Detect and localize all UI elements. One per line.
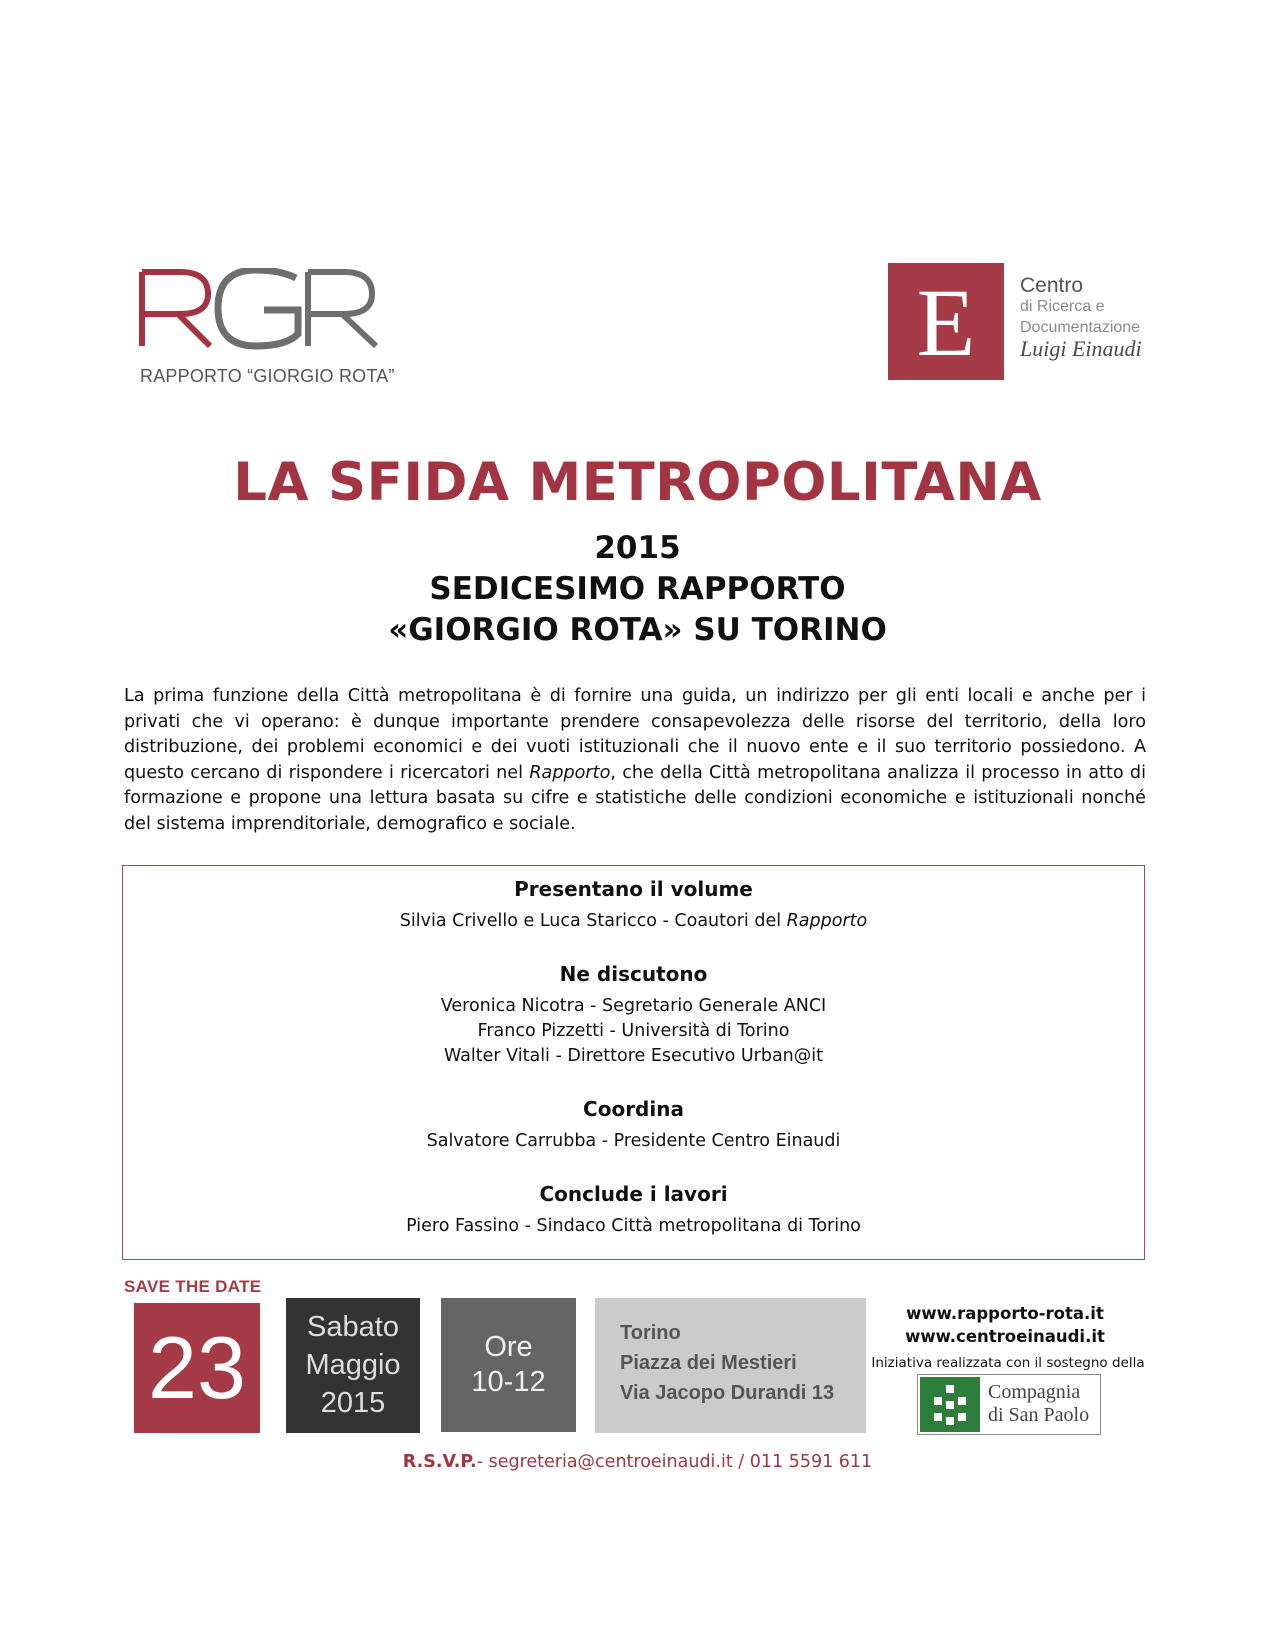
svg-text:E: E bbox=[916, 269, 976, 376]
einaudi-emblem bbox=[888, 263, 1004, 380]
time-line: 10-12 bbox=[471, 1366, 546, 1398]
san-paolo-emblem-icon bbox=[920, 1377, 980, 1432]
discuss-line: Franco Pizzetti - Università di Torino bbox=[477, 1021, 790, 1041]
sponsor-name bbox=[988, 1381, 1089, 1427]
subtitle-report: SEDICESIMO RAPPORTO bbox=[429, 571, 846, 607]
close-line: Piero Fassino - Sindaco Città metropolitana di Torino bbox=[406, 1216, 861, 1236]
intro-paragraph bbox=[124, 684, 1146, 837]
present-text: Silvia Crivello e Luca Staricco - Coautori del bbox=[399, 911, 787, 931]
rsvp-label: R.S.V.P. bbox=[402, 1452, 477, 1472]
rgr-caption: RAPPORTO “GIORGIO ROTA” bbox=[140, 366, 395, 386]
present-heading: Presentano il volume bbox=[514, 877, 753, 901]
einaudi-line: Luigi Einaudi bbox=[1020, 336, 1142, 361]
time-tile bbox=[441, 1298, 576, 1432]
discuss-line: Walter Vitali - Direttore Esecutivo Urban@it bbox=[444, 1046, 823, 1066]
coord-heading: Coordina bbox=[583, 1097, 684, 1121]
present-italic: Rapporto bbox=[786, 911, 868, 931]
place-tile bbox=[595, 1298, 866, 1433]
date-line: Maggio bbox=[305, 1349, 401, 1381]
discuss-line: Veronica Nicotra - Segretario Generale ANCI bbox=[440, 996, 827, 1016]
date-line: 2015 bbox=[320, 1387, 386, 1419]
place-line: Piazza dei Mestieri bbox=[620, 1352, 797, 1374]
day-tile: 23 bbox=[134, 1303, 260, 1433]
intro-text: La prima funzione della Città metropolitana è di fornire una guida, un indirizzo per gli enti locali e anche per i privati che vi operano: è dunque importante prendere consapevolezza delle risorse del territorio, della loro distribuzione, dei problemi economici e dei vuoti istituzionali che il nuovo ente e il suo territorio possiedono. A questo cercano di rispondere i ricercatori nel bbox=[124, 686, 1146, 783]
link-centro-einaudi[interactable]: www.centroeinaudi.it bbox=[905, 1327, 1105, 1346]
sponsor-line: Compagnia bbox=[988, 1381, 1081, 1403]
centro-einaudi-logo bbox=[888, 263, 1168, 383]
link-rapporto-rota[interactable]: www.rapporto-rota.it bbox=[906, 1304, 1104, 1323]
program-box bbox=[122, 865, 1145, 1260]
subtitle-year: 2015 bbox=[594, 530, 681, 566]
sponsor-line: di San Paolo bbox=[988, 1404, 1090, 1426]
compagnia-san-paolo-logo bbox=[917, 1374, 1101, 1435]
einaudi-line: Documentazione bbox=[1020, 319, 1141, 336]
einaudi-line: Centro bbox=[1020, 274, 1084, 297]
place-line: Torino bbox=[620, 1322, 681, 1344]
einaudi-line: di Ricerca e bbox=[1020, 298, 1105, 315]
intro-text: , che della Città metropolitana analizza il processo in atto di formazione e propone una lettura basata su cifre e statistiche delle condizioni economiche e istituzionali nonché del sistema imprenditoriale, demografico e sociale. bbox=[124, 762, 1146, 834]
date-line: Sabato bbox=[307, 1311, 399, 1343]
present-line bbox=[123, 911, 1144, 931]
coord-line: Salvatore Carrubba - Presidente Centro Einaudi bbox=[426, 1131, 841, 1151]
place-line: Via Jacopo Durandi 13 bbox=[620, 1382, 835, 1404]
intro-italic: Rapporto bbox=[529, 762, 611, 783]
main-title: LA SFIDA METROPOLITANA bbox=[233, 452, 1042, 513]
links-block bbox=[870, 1302, 1140, 1348]
discuss-heading: Ne discutono bbox=[559, 962, 708, 986]
rsvp-line bbox=[0, 1452, 1275, 1472]
rsvp-contact[interactable]: - segreteria@centroeinaudi.it / 011 5591 611 bbox=[476, 1452, 873, 1472]
subtitle-city: «GIORGIO ROTA» SU TORINO bbox=[388, 612, 887, 648]
support-text: Iniziativa realizzata con il sostegno della bbox=[871, 1355, 1145, 1371]
time-line: Ore bbox=[484, 1331, 533, 1363]
einaudi-text bbox=[1020, 275, 1142, 359]
save-the-date-label: SAVE THE DATE bbox=[124, 1277, 262, 1296]
date-tile bbox=[286, 1298, 420, 1433]
close-heading: Conclude i lavori bbox=[539, 1182, 728, 1206]
